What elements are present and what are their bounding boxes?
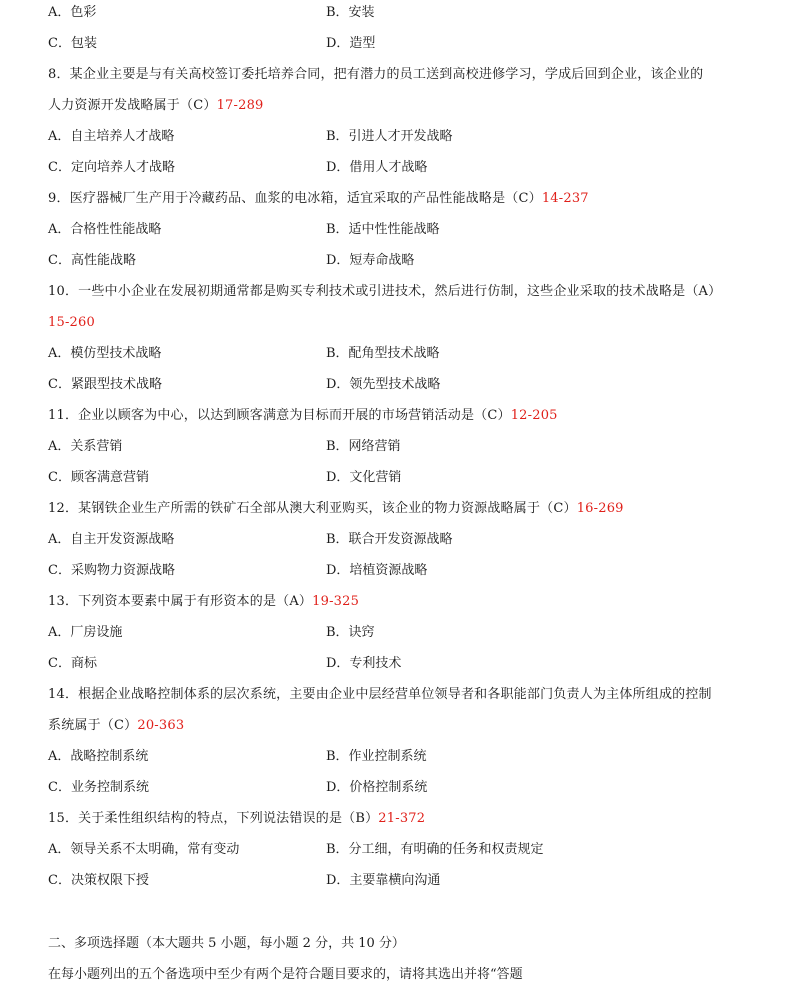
option-b: B．网络营销 (326, 439, 401, 454)
option-d: D．培植资源战略 (326, 563, 428, 578)
option-a: A．关系营销 (48, 439, 123, 454)
page-reference: 17-289 (216, 98, 264, 113)
prev-options-row-2 (48, 35, 768, 53)
question-12-line-1: 12．某钢铁企业生产所需的铁矿石全部从澳大利亚购买，该企业的物力资源战略属于（C）16-269 (48, 501, 624, 516)
question-9-options-row-2 (48, 252, 768, 270)
option-c: C．高性能战略 (48, 253, 136, 268)
question-10-options-row-2 (48, 376, 768, 394)
option-c: C．顾客满意营销 (48, 470, 149, 485)
option-b: B．联合开发资源战略 (326, 532, 453, 547)
section-2-instruction: 在每小题列出的五个备选项中至少有两个是符合题目要求的，请将其选出并将“答题 (48, 967, 523, 982)
option-b: B．引进人才开发战略 (326, 129, 453, 144)
option-c: C．采购物力资源战略 (48, 563, 175, 578)
question-8-options-row-1 (48, 128, 768, 146)
prev-options-row-1 (48, 4, 768, 22)
option-c: C．紧跟型技术战略 (48, 377, 162, 392)
option-d: D．文化营销 (326, 470, 402, 485)
option-d: D．借用人才战略 (326, 160, 428, 175)
question-14-options-row-2 (48, 779, 768, 797)
question-15-options-row-2 (48, 872, 768, 890)
question-13-options-row-2 (48, 655, 768, 673)
option-b: B．安装 (326, 5, 375, 20)
page-reference: 21-372 (378, 811, 426, 826)
page-reference: 12-205 (510, 408, 558, 423)
question-9-options-row-1 (48, 221, 768, 239)
question-13-options-row-1 (48, 624, 768, 642)
option-b: B．分工细，有明确的任务和权责规定 (326, 842, 544, 857)
page-reference: 20-363 (137, 718, 185, 733)
question-12-options-row-2 (48, 562, 768, 580)
option-d: D．短寿命战略 (326, 253, 415, 268)
option-b: B．配角型技术战略 (326, 346, 440, 361)
option-c: C．包装 (48, 36, 97, 51)
option-d: D．领先型技术战略 (326, 377, 441, 392)
question-8-line-1: 8．某企业主要是与有关高校签订委托培养合同，把有潜力的员工送到高校进修学习，学成后回到企业，该企业的 (48, 67, 704, 82)
option-d: D．价格控制系统 (326, 780, 428, 795)
page-reference: 15-260 (48, 315, 95, 330)
option-a: A．领导关系不太明确，常有变动 (48, 842, 240, 857)
question-14-line-1: 14．根据企业战略控制体系的层次系统，主要由企业中层经营单位领导者和各职能部门负责人为主体所组成的控制 (48, 687, 712, 702)
option-a: A．战略控制系统 (48, 749, 149, 764)
question-11-options-row-2 (48, 469, 768, 487)
option-b: B．适中性性能战略 (326, 222, 440, 237)
option-a: A．厂房设施 (48, 625, 123, 640)
option-d: D．主要靠横向沟通 (326, 873, 441, 888)
option-b: B．作业控制系统 (326, 749, 427, 764)
option-a: A．自主开发资源战略 (48, 532, 175, 547)
question-11-line-1: 11．企业以顾客为中心，以达到顾客满意为目标而开展的市场营销活动是（C）12-205 (48, 408, 558, 423)
question-14-line-2: 系统属于（C）20-363 (48, 718, 185, 733)
question-9-line-1: 9．医疗器械厂生产用于冷藏药品、血浆的电冰箱，适宜采取的产品性能战略是（C）14-237 (48, 191, 589, 206)
page-reference: 16-269 (576, 501, 624, 516)
question-15-options-row-1 (48, 841, 768, 859)
page-reference: 14-237 (541, 191, 589, 206)
section-2-heading: 二、多项选择题（本大题共 5 小题，每小题 2 分，共 10 分） (48, 936, 405, 951)
option-a: A．自主培养人才战略 (48, 129, 175, 144)
option-b: B．诀窍 (326, 625, 375, 640)
option-d: D．造型 (326, 36, 376, 51)
question-10-line-1: 10．一些中小企业在发展初期通常都是购买专利技术或引进技术，然后进行仿制，这些企业采取的技术战略是（A） (48, 284, 722, 299)
question-14-options-row-1 (48, 748, 768, 766)
question-12-options-row-1 (48, 531, 768, 549)
option-c: C．定向培养人才战略 (48, 160, 175, 175)
option-a: A．模仿型技术战略 (48, 346, 162, 361)
page-reference: 19-325 (312, 594, 360, 609)
question-11-options-row-1 (48, 438, 768, 456)
option-c: C．决策权限下授 (48, 873, 149, 888)
question-8-options-row-2 (48, 159, 768, 177)
question-15-line-1: 15．关于柔性组织结构的特点，下列说法错误的是（B）21-372 (48, 811, 426, 826)
option-a: A．合格性性能战略 (48, 222, 162, 237)
option-d: D．专利技术 (326, 656, 402, 671)
option-c: C．商标 (48, 656, 97, 671)
question-10-options-row-1 (48, 345, 768, 363)
option-a: A．色彩 (48, 5, 97, 20)
question-13-line-1: 13．下列资本要素中属于有形资本的是（A）19-325 (48, 594, 360, 609)
question-10-line-2 (48, 314, 95, 332)
option-c: C．业务控制系统 (48, 780, 149, 795)
question-8-line-2: 人力资源开发战略属于（C）17-289 (48, 98, 264, 113)
